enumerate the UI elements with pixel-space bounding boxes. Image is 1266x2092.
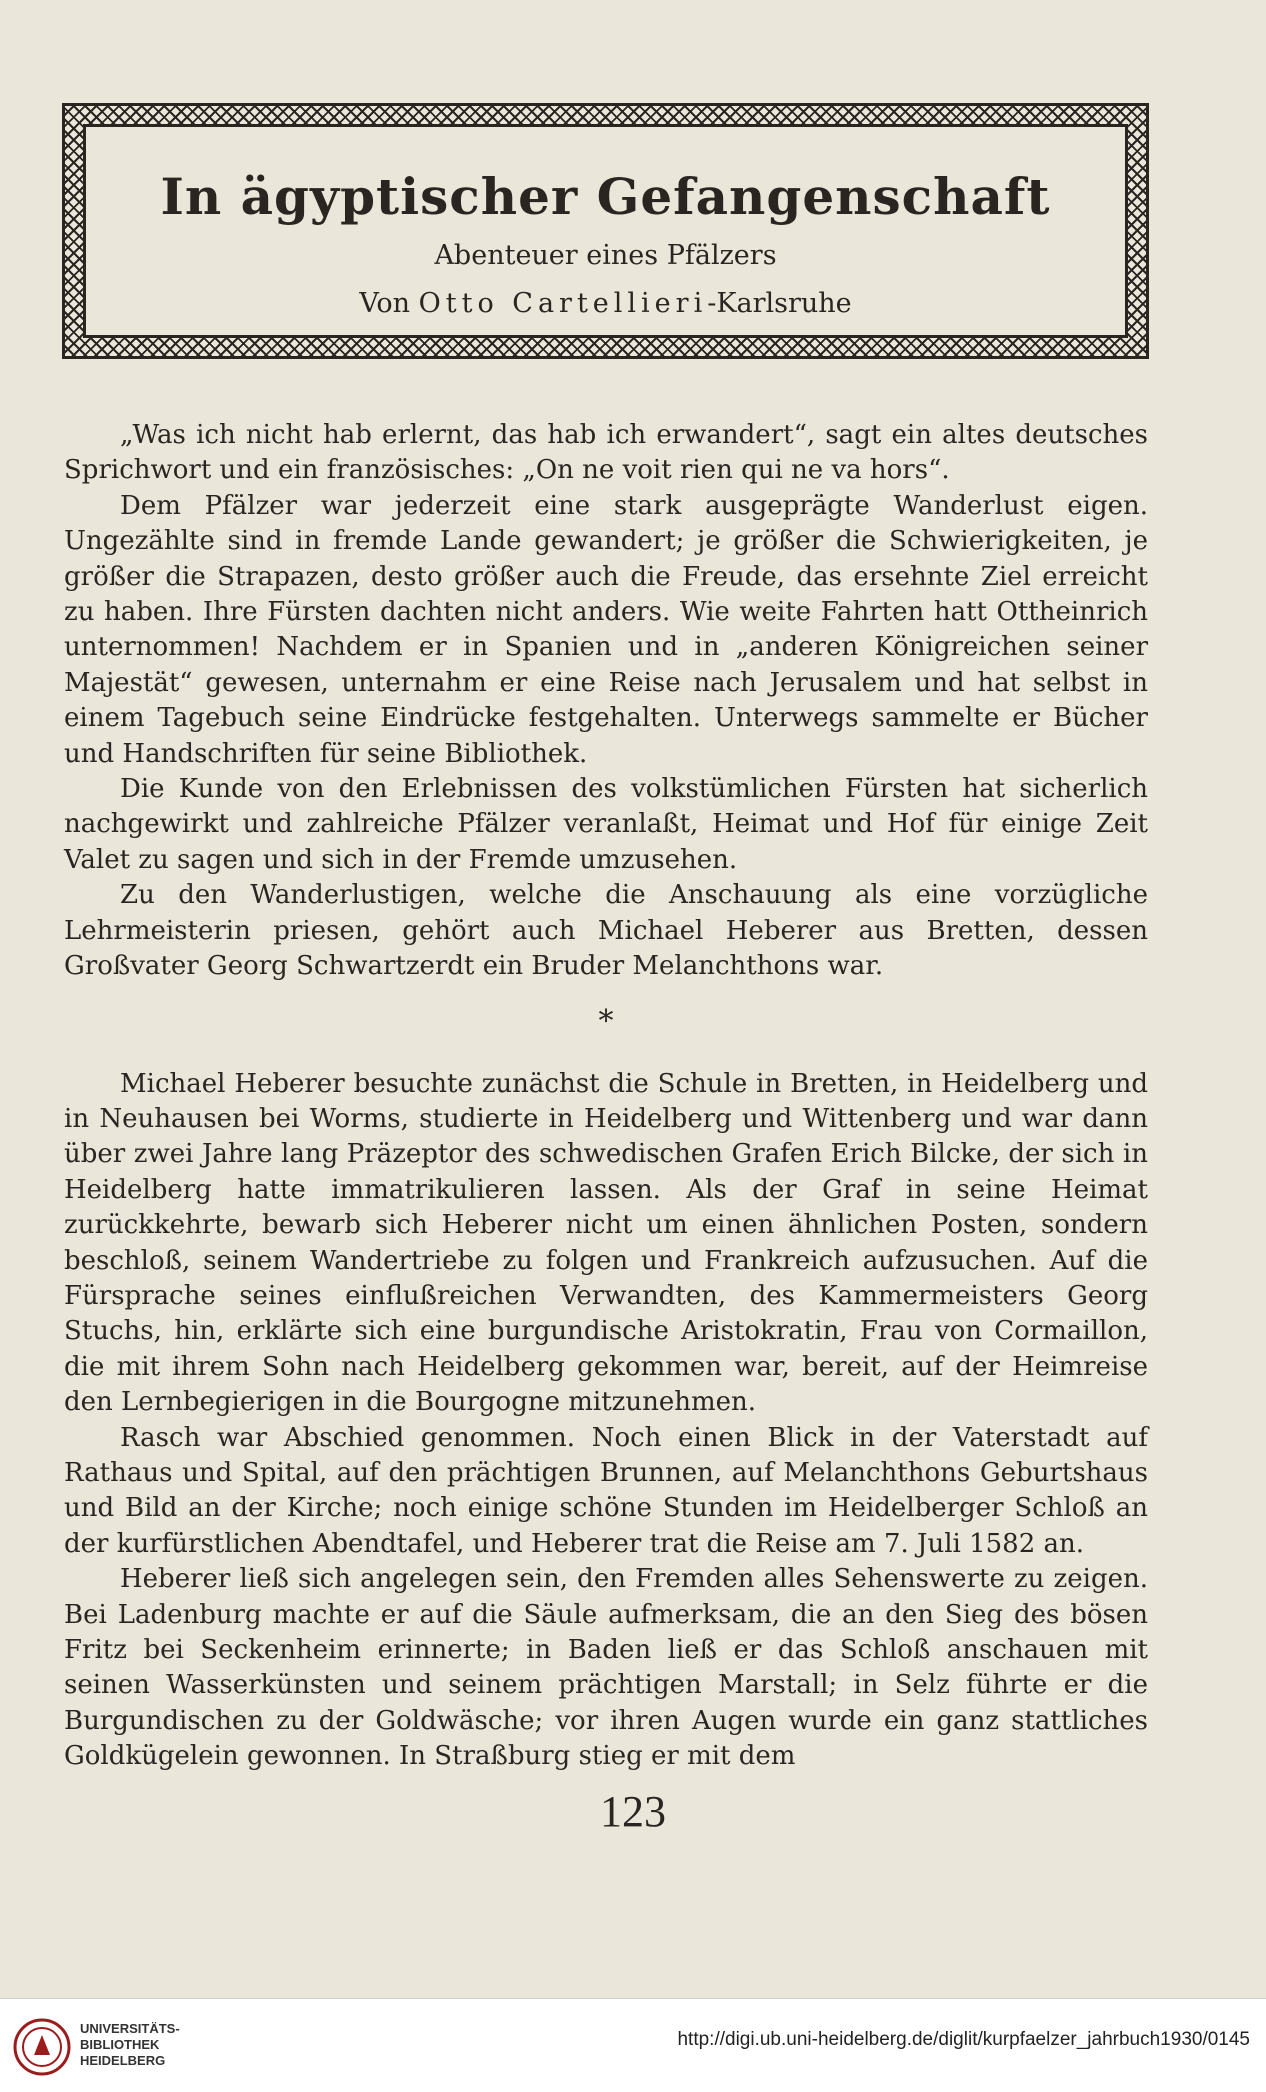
article-subtitle: Abenteuer eines Pfälzers: [434, 240, 777, 271]
paragraph: Dem Pfälzer war jederzeit eine stark ausgeprägte Wanderlust eigen. Ungezählte sind in fremde Lande gewandert; je größer die Schwierigkeiten, je größer die Strapazen, desto größer auch die Freude, das ersehnte Ziel erreicht zu haben. Ihre Fürsten dachten nicht anders. Wie weite Fahrten hatt Ottheinrich unternommen! Nachdem er in Spanien und in „anderen Königreichen seiner Majestät“ gewesen, unternahm er eine Reise nach Jerusalem und hat selbst in einem Tagebuch seine Eindrücke festgehalten. Unterwegs sammelte er Bücher und Handschriften für seine Bibliothek.: [64, 490, 1148, 769]
author-name: Otto Cartellieri: [418, 288, 708, 319]
page-number: 123: [600, 1787, 666, 1836]
paragraph: Michael Heberer besuchte zunächst die Schule in Bretten, in Heidelberg und in Neuhausen bei Worms, studierte in Heidelberg und Wittenberg und war dann über zwei Jahre lang Präzeptor des schwedischen Grafen Erich Bilcke, der sich in Heidelberg hatte immatrikulieren lassen. Als der Graf in seine Heimat zurückkehrte, bewarb sich Heberer nicht um einen ähnlichen Posten, sondern beschloß, seinem Wandertriebe zu folgen und Frankreich aufzusuchen. Auf die Fürsprache seines einflußreichen Verwandten, des Kammermeisters Georg Stuchs, hin, erklärte sich eine burgundische Aristokratin, Frau von Cormaillon, die mit ihrem Sohn nach Heidelberg gekommen war, bereit, auf der Heimreise den Lernbegierigen in die Bourgogne mitzunehmen.: [64, 1068, 1148, 1418]
title-box: [83, 124, 1128, 338]
paragraph: Rasch war Abschied genommen. Noch einen Blick in der Vaterstadt auf Rathaus und Spital, auf den prächtigen Brunnen, auf Melanchthons Geburtshaus und Bild an der Kirche; noch einige schöne Stunden im Heidelberger Schloß an der kurfürstlichen Abendtafel, und Heberer trat die Reise am 7. Juli 1582 an.: [64, 1422, 1148, 1559]
byline-suffix: -Karlsruhe: [707, 288, 852, 319]
paragraph: Heberer ließ sich angelegen sein, den Fremden alles Sehenswerte zu zeigen. Bei Ladenburg machte er auf die Säule aufmerksam, die an den Sieg des bösen Fritz bei Seckenheim erinnerte; in Baden ließ er das Schloß anschauen mit seinen Wasserkünsten und seinem prächtigen Marstall; in Selz führte er die Burgundischen zu der Goldwäsche; vor ihren Augen wurde ein ganz stattliches Goldkügelein gewonnen. In Straßburg stieg er mit dem: [64, 1564, 1148, 1772]
paragraph: Die Kunde von den Erlebnissen des volkstümlichen Fürsten hat sicherlich nachgewirkt und zahlreiche Pfälzer veranlaßt, Heimat und Hof für einige Zeit Valet zu sagen und sich in der Fremde umzusehen.: [64, 774, 1148, 875]
title-ornament-frame: [62, 103, 1149, 359]
section-separator: *: [598, 1003, 614, 1039]
footer-bar: [0, 1998, 1266, 2092]
university-seal-icon: [12, 2017, 72, 2077]
paragraph: Zu den Wanderlustigen, welche die Anschauung als eine vorzügliche Lehrmeisterin priesen, gehört auch Michael Heberer aus Bretten, dessen Großvater Georg Schwartzerdt ein Bruder Melanchthons war.: [64, 880, 1148, 982]
library-name: UNIVERSITÄTS- BIBLIOTHEK HEIDELBERG: [80, 2021, 180, 2068]
source-url-link[interactable]: http://digi.ub.uni-heidelberg.de/diglit/kurpfaelzer_jahrbuch1930/0145: [677, 2029, 1250, 2050]
article-byline: [86, 287, 1125, 321]
byline-prefix: Von: [359, 288, 411, 319]
article-title: In ägyptischer Gefangenschaft: [160, 167, 1051, 226]
article-body: [64, 418, 1148, 1775]
paragraph: „Was ich nicht hab erlernt, das hab ich erwandert“, sagt ein altes deutsches Sprichwort und ein französisches: „On ne voit rien qui ne va hors“.: [64, 420, 1148, 486]
